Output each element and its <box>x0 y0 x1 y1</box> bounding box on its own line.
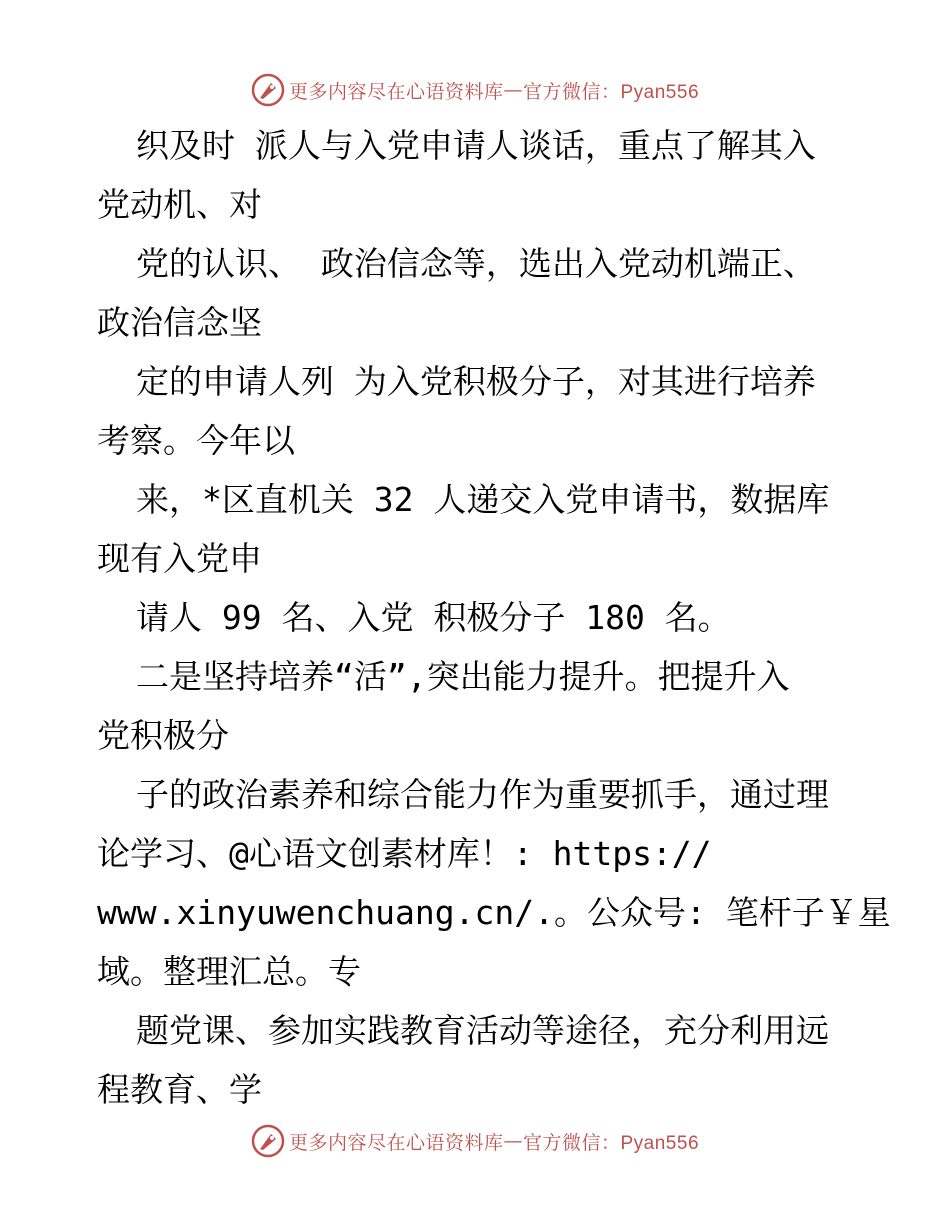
text-line: 二是坚持培养“活”,突出能力提升。把提升入 <box>136 657 790 696</box>
banner-dash: — <box>503 1130 523 1152</box>
text-line: 政治信念坚 <box>97 303 262 342</box>
text-line: 程教育、学 <box>97 1070 262 1109</box>
pen-nib-logo-icon <box>251 1124 285 1158</box>
banner-wechat-text: 官方微信：Pyan556 <box>523 81 700 103</box>
text-line: 子的政治素养和综合能力作为重要抓手，通过理 <box>136 775 829 814</box>
banner-main-text: 更多内容尽在心语资料库 <box>288 80 504 103</box>
banner-dash: — <box>503 79 523 101</box>
text-line: 请人 99 名、入党 积极分子 180 名。 <box>136 598 731 637</box>
text-line: 织及时 派人与入党申请人谈话，重点了解其入 <box>136 126 816 165</box>
text-line: 定的申请人列 为入党积极分子，对其进行培养 <box>136 362 816 401</box>
text-line: 现有入党申 <box>97 539 262 578</box>
text-line: 党积极分 <box>97 716 229 755</box>
pen-nib-logo-icon <box>251 73 285 107</box>
text-line: 党的认识、 政治信念等，选出入党动机端正、 <box>136 244 816 283</box>
header-watermark-banner <box>0 70 950 110</box>
text-line: 域。整理汇总。专 <box>97 952 361 991</box>
banner-main-text: 更多内容尽在心语资料库 <box>288 1131 504 1154</box>
document-body <box>97 116 891 1119</box>
text-line: 党动机、对 <box>97 185 262 224</box>
text-line: 题党课、参加实践教育活动等途径，充分利用远 <box>136 1011 829 1050</box>
text-line: 来，*区直机关 32 人递交入党申请书，数据库 <box>136 480 830 519</box>
text-line: www.xinyuwenchuang.cn/.。公众号: 笔杆子￥星 <box>97 893 891 932</box>
text-line: 论学习、@心语文创素材库！: https:// <box>97 834 712 873</box>
banner-wechat-text: 官方微信：Pyan556 <box>523 1132 700 1154</box>
text-line: 考察。今年以 <box>97 421 295 460</box>
footer-watermark-banner <box>0 1121 950 1161</box>
